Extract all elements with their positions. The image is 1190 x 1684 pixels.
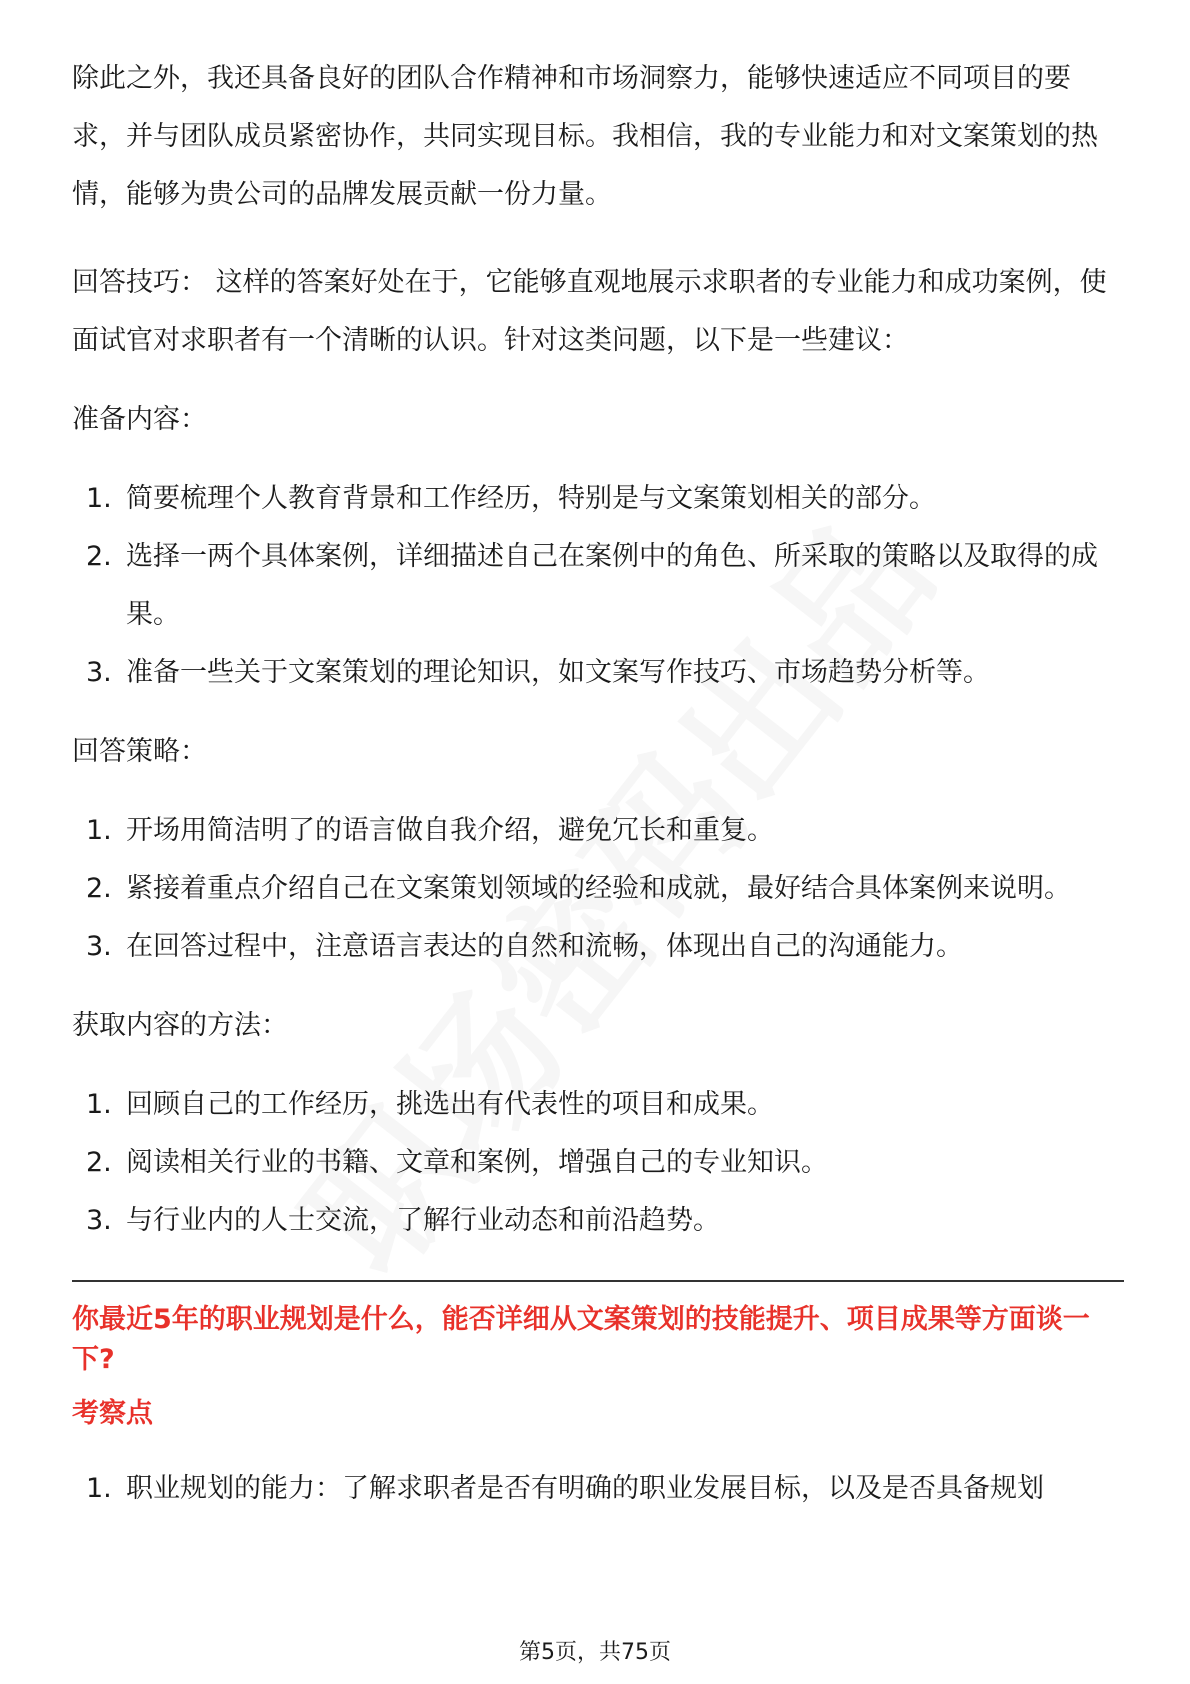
list-item xyxy=(72,802,1124,860)
question-subheading: 考察点 xyxy=(72,1398,153,1429)
list-item-text: 简要梳理个人教育背景和工作经历，特别是与文案策划相关的部分。 xyxy=(126,483,936,514)
tips-paragraph: 回答技巧： 这样的答案好处在于，它能够直观地展示求职者的专业能力和成功案例，使面试官对求职者有一个清晰的认识。针对这类问题，以下是一些建议： xyxy=(72,267,1107,356)
list-number: 2. xyxy=(86,541,112,572)
list-item xyxy=(72,918,1124,976)
list-item-text: 开场用简洁明了的语言做自我介绍，避免冗长和重复。 xyxy=(126,815,774,846)
list-item-text: 职业规划的能力：了解求职者是否有明确的职业发展目标，以及是否具备规划 xyxy=(126,1473,1044,1504)
question-title: 你最近5年的职业规划是什么，能否详细从文案策划的技能提升、项目成果等方面谈一下? xyxy=(72,1304,1090,1375)
list-item xyxy=(72,860,1124,918)
section-heading-method: 获取内容的方法： xyxy=(72,1010,288,1041)
question-points-list xyxy=(72,1460,1124,1518)
list-item-text: 紧接着重点介绍自己在文案策划领域的经验和成就，最好结合具体案例来说明。 xyxy=(126,873,1071,904)
section-heading-strategy: 回答策略： xyxy=(72,736,207,767)
list-item xyxy=(72,1076,1124,1134)
page-footer: 第5页，共75页 xyxy=(519,1640,671,1665)
list-number: 1. xyxy=(86,1473,112,1504)
list-number: 3. xyxy=(86,1205,112,1236)
intro-paragraph: 除此之外，我还具备良好的团队合作精神和市场洞察力，能够快速适应不同项目的要求，并与团队成员紧密协作，共同实现目标。我相信，我的专业能力和对文案策划的热情，能够为贵公司的品牌发展贡献一份力量。 xyxy=(72,63,1098,210)
list-number: 1. xyxy=(86,1089,112,1120)
list-item xyxy=(72,1460,1124,1518)
list-item-text: 阅读相关行业的书籍、文章和案例，增强自己的专业知识。 xyxy=(126,1147,828,1178)
list-item xyxy=(72,1134,1124,1192)
strategy-list xyxy=(72,802,1124,976)
list-item xyxy=(72,1192,1124,1250)
list-number: 3. xyxy=(86,657,112,688)
list-number: 1. xyxy=(86,483,112,514)
section-divider xyxy=(72,1280,1124,1282)
document-page xyxy=(72,50,1124,1548)
list-item xyxy=(72,470,1124,528)
list-item-text: 准备一些关于文案策划的理论知识，如文案写作技巧、市场趋势分析等。 xyxy=(126,657,990,688)
list-item-text: 回顾自己的工作经历，挑选出有代表性的项目和成果。 xyxy=(126,1089,774,1120)
list-item-text: 与行业内的人士交流，了解行业动态和前沿趋势。 xyxy=(126,1205,720,1236)
method-list xyxy=(72,1076,1124,1250)
prepare-list xyxy=(72,470,1124,702)
list-number: 1. xyxy=(86,815,112,846)
list-number: 2. xyxy=(86,873,112,904)
list-item-text: 选择一两个具体案例，详细描述自己在案例中的角色、所采取的策略以及取得的成果。 xyxy=(126,541,1098,630)
list-item xyxy=(72,528,1124,644)
list-number: 2. xyxy=(86,1147,112,1178)
list-number: 3. xyxy=(86,931,112,962)
section-heading-prepare: 准备内容： xyxy=(72,404,207,435)
list-item-text: 在回答过程中，注意语言表达的自然和流畅，体现出自己的沟通能力。 xyxy=(126,931,963,962)
list-item xyxy=(72,644,1124,702)
